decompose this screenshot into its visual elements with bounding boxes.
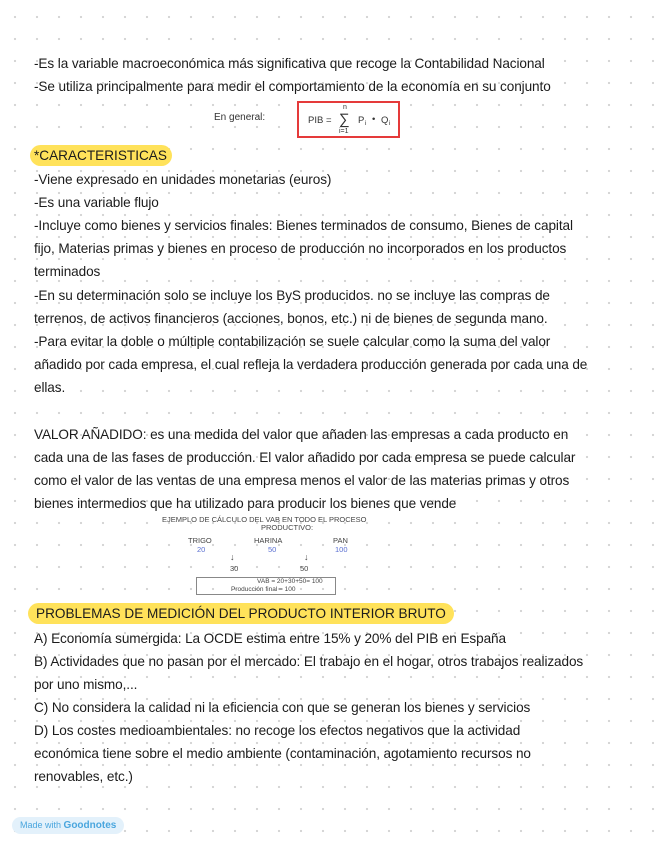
stage-name: TRIGO	[188, 536, 212, 545]
multiply-dot-icon: •	[372, 114, 376, 125]
intro-line: -Es la variable macroeconómica más significativa que recoge la Contabilidad Nacional	[34, 56, 545, 71]
stage-value: 20	[197, 545, 206, 554]
stage-value: 100	[335, 545, 348, 554]
goodnotes-brand: Goodnotes	[63, 820, 117, 831]
characteristics-line: -Para evitar la doble o múltiple contabilización se suele calcular como la suma del valor	[34, 334, 551, 349]
characteristics-line: -En su determinación solo se incluye los ByS producidos. no se incluye las compras de	[34, 288, 550, 303]
made-with-label: Made with	[20, 820, 62, 830]
formula-sub-i: i	[365, 120, 367, 127]
intro-line: -Se utiliza principalmente para medir el comportamiento de la economía en su conjunto	[34, 79, 551, 94]
valor-anadido-line: cada una de las fases de producción. El valor añadido por cada empresa se puede calcular	[34, 450, 576, 465]
pib-formula	[297, 101, 400, 138]
characteristics-line: terminados	[34, 264, 101, 279]
valor-anadido-line: como el valor de las ventas de una empresa menos el valor de las materias primas y otros	[34, 473, 570, 488]
formula-sum-bottom: i=1	[339, 128, 349, 135]
problems-line: B) Actividades que no pasan por el mercado: El trabajo en el hogar, otros trabajos realizados	[34, 654, 584, 669]
stage-name: HARINA	[254, 536, 283, 545]
characteristics-line: -Es una variable flujo	[34, 195, 159, 210]
stage-difference: 30	[230, 564, 239, 573]
problems-line: económica tiene sobre el medio ambiente (contaminación, agotamiento recursos no	[34, 746, 531, 761]
problems-line: renovables, etc.)	[34, 769, 133, 784]
down-arrow-icon: ↓	[230, 552, 235, 562]
characteristics-line: -Incluye como bienes y servicios finales: Bienes terminados de consumo, Bienes de capital	[34, 218, 573, 233]
problems-line: C) No considera la calidad ni la eficiencia con que se generan los bienes y servicios	[34, 700, 531, 715]
summation-icon: ∑	[339, 111, 350, 128]
characteristics-line: añadido por cada empresa, el cual refleja la verdadera producción generada por cada una de	[34, 357, 588, 372]
characteristics-line: ellas.	[34, 380, 66, 395]
problems-heading: PROBLEMAS DE MEDICIÓN DEL PRODUCTO INTERIOR BRUTO	[28, 603, 454, 624]
characteristics-line: terrenos, de activos financieros (acciones, bonos, etc.) ni de bienes de segunda mano.	[34, 311, 548, 326]
formula-term-p: P	[358, 115, 365, 126]
stage-value: 50	[268, 545, 277, 554]
diagram-title: EJEMPLO DE CÁLCULO DEL VAB EN TODO EL PROCESO	[162, 515, 367, 524]
valor-anadido-line: VALOR AÑADIDO: es una medida del valor que añaden las empresas a cada producto en	[34, 427, 569, 442]
vab-total: VAB = 20+30+50= 100	[257, 578, 323, 585]
diagram-title: PRODUCTIVO:	[261, 523, 314, 532]
formula-sub-i: i	[389, 120, 391, 127]
problems-line: por uno mismo,...	[34, 677, 138, 692]
formula-lhs: PIB =	[308, 115, 332, 126]
vab-example-diagram	[155, 515, 405, 600]
valor-anadido-line: bienes intermedios que ha utilizado para producir los bienes que vende	[34, 496, 457, 511]
problems-line: A) Economía sumergida: La OCDE estima entre 15% y 20% del PIB en España	[34, 631, 506, 646]
vab-result-box	[196, 577, 336, 595]
stage-difference: 50	[300, 564, 309, 573]
formula-term-q: Q	[381, 115, 389, 126]
goodnotes-badge[interactable]	[12, 817, 124, 834]
characteristics-heading: *CARACTERISTICAS	[30, 145, 172, 166]
down-arrow-icon: ↓	[304, 552, 309, 562]
characteristics-line: -Viene expresado en unidades monetarias (euros)	[34, 172, 332, 187]
characteristics-line: fijo, Materias primas y bienes en proceso de producción no incorporados en los productos	[34, 241, 567, 256]
problems-line: D) Los costes medioambientales: no recoge los efectos negativos que la actividad	[34, 723, 521, 738]
formula-label: En general:	[214, 112, 266, 123]
formula-sum-top: n	[343, 104, 347, 111]
final-production: Producción final = 100	[231, 586, 296, 593]
stage-name: PAN	[333, 536, 348, 545]
